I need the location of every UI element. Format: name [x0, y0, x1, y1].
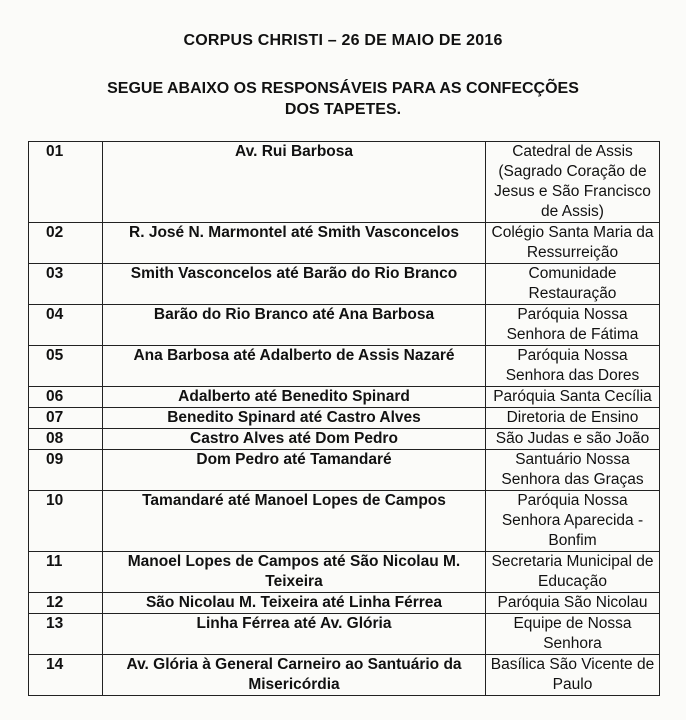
row-number: 05	[29, 346, 103, 387]
row-number: 03	[29, 264, 103, 305]
table-row	[29, 593, 660, 614]
responsible-group: Basílica São Vicente de Paulo	[486, 655, 660, 696]
street-segment: Dom Pedro até Tamandaré	[103, 450, 486, 491]
row-number: 11	[29, 552, 103, 593]
table-row	[29, 491, 660, 552]
street-segment: Manoel Lopes de Campos até São Nicolau M. Teixeira	[103, 552, 486, 593]
street-segment: Av. Rui Barbosa	[103, 142, 486, 223]
responsible-group: Catedral de Assis (Sagrado Coração de Jesus e São Francisco de Assis)	[486, 142, 660, 223]
street-segment: Av. Glória à General Carneiro ao Santuário da Misericórdia	[103, 655, 486, 696]
responsible-group: São Judas e são João	[486, 429, 660, 450]
responsible-group: Paróquia São Nicolau	[486, 593, 660, 614]
page-title: CORPUS CHRISTI – 26 DE MAIO DE 2016	[183, 32, 503, 49]
table-row	[29, 223, 660, 264]
responsible-group: Comunidade Restauração	[486, 264, 660, 305]
responsible-group: Paróquia Santa Cecília	[486, 387, 660, 408]
table-row	[29, 450, 660, 491]
table-row	[29, 346, 660, 387]
row-number: 08	[29, 429, 103, 450]
responsibles-table	[28, 141, 660, 696]
table-row	[29, 614, 660, 655]
responsible-group: Santuário Nossa Senhora das Graças	[486, 450, 660, 491]
street-segment: Ana Barbosa até Adalberto de Assis Nazaré	[103, 346, 486, 387]
table-row	[29, 142, 660, 223]
table-row	[29, 264, 660, 305]
street-segment: São Nicolau M. Teixeira até Linha Férrea	[103, 593, 486, 614]
row-number: 02	[29, 223, 103, 264]
row-number: 06	[29, 387, 103, 408]
street-segment: Barão do Rio Branco até Ana Barbosa	[103, 305, 486, 346]
row-number: 09	[29, 450, 103, 491]
street-segment: R. José N. Marmontel até Smith Vasconcelos	[103, 223, 486, 264]
responsible-group: Diretoria de Ensino	[486, 408, 660, 429]
responsible-group: Paróquia Nossa Senhora Aparecida - Bonfim	[486, 491, 660, 552]
responsible-group: Paróquia Nossa Senhora de Fátima	[486, 305, 660, 346]
table-row	[29, 552, 660, 593]
street-segment: Adalberto até Benedito Spinard	[103, 387, 486, 408]
street-segment: Linha Férrea até Av. Glória	[103, 614, 486, 655]
table-row	[29, 408, 660, 429]
street-segment: Benedito Spinard até Castro Alves	[103, 408, 486, 429]
row-number: 10	[29, 491, 103, 552]
table-row	[29, 429, 660, 450]
row-number: 04	[29, 305, 103, 346]
street-segment: Smith Vasconcelos até Barão do Rio Branco	[103, 264, 486, 305]
responsible-group: Paróquia Nossa Senhora das Dores	[486, 346, 660, 387]
table-row	[29, 387, 660, 408]
page-subtitle	[0, 78, 686, 120]
responsible-group: Equipe de Nossa Senhora	[486, 614, 660, 655]
row-number: 01	[29, 142, 103, 223]
table-row	[29, 305, 660, 346]
table-body	[29, 142, 660, 696]
subtitle-line-2: DOS TAPETES.	[284, 101, 402, 118]
row-number: 12	[29, 593, 103, 614]
street-segment: Tamandaré até Manoel Lopes de Campos	[103, 491, 486, 552]
responsible-group: Colégio Santa Maria da Ressurreição	[486, 223, 660, 264]
street-segment: Castro Alves até Dom Pedro	[103, 429, 486, 450]
row-number: 14	[29, 655, 103, 696]
table-row	[29, 655, 660, 696]
row-number: 07	[29, 408, 103, 429]
responsible-group: Secretaria Municipal de Educação	[486, 552, 660, 593]
subtitle-line-1: SEGUE ABAIXO OS RESPONSÁVEIS PARA AS CONFECÇÕES	[107, 80, 579, 97]
row-number: 13	[29, 614, 103, 655]
